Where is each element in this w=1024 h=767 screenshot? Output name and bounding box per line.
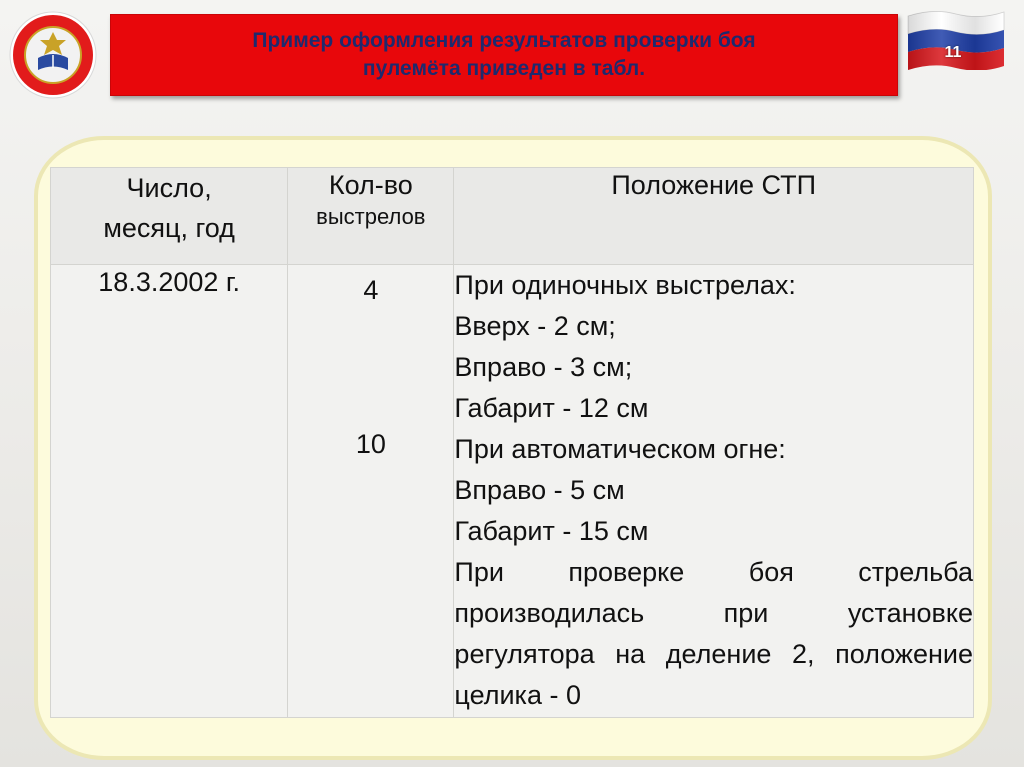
header-count-line-1: Кол-во (328, 170, 413, 200)
position-line: Габарит - 15 см (454, 516, 649, 546)
position-line: Вправо - 5 см (454, 475, 625, 505)
stp-results-table (50, 167, 974, 718)
title-line-2: пулемёта приведен в табл. (362, 57, 646, 80)
title-bar (110, 14, 898, 96)
position-line: Вправо - 3 см; (454, 352, 633, 382)
position-note: При проверке боя стрельба производилась при установке регулятора на деление 2, положение целика - 0 (454, 557, 973, 710)
cell-date: 18.3.2002 г. (51, 265, 288, 718)
military-department-emblem-icon (8, 10, 98, 100)
table-header-row (51, 168, 974, 265)
position-line: Габарит - 12 см (454, 393, 649, 423)
shot-count-auto: 10 (355, 429, 386, 459)
shot-count-single: 4 (363, 275, 379, 305)
cell-stp-position (454, 265, 974, 718)
header-shot-count (288, 168, 454, 265)
header-date-line-1: Число, (126, 173, 212, 203)
position-line: При автоматическом огне: (454, 434, 786, 464)
position-line: Вверх - 2 см; (454, 311, 616, 341)
position-line: При одиночных выстрелах: (454, 270, 796, 300)
emblem-graphic (8, 10, 98, 100)
page-number: 11 (944, 44, 962, 61)
title-line-1: Пример оформления результатов проверки боя (252, 29, 756, 52)
header-count-line-2: выстрелов (316, 204, 426, 229)
header-stp-position: Положение СТП (454, 168, 974, 265)
cell-shot-count (288, 265, 454, 718)
header-date-line-2: месяц, год (103, 213, 235, 243)
header-date (51, 168, 288, 265)
table-row (51, 265, 974, 718)
